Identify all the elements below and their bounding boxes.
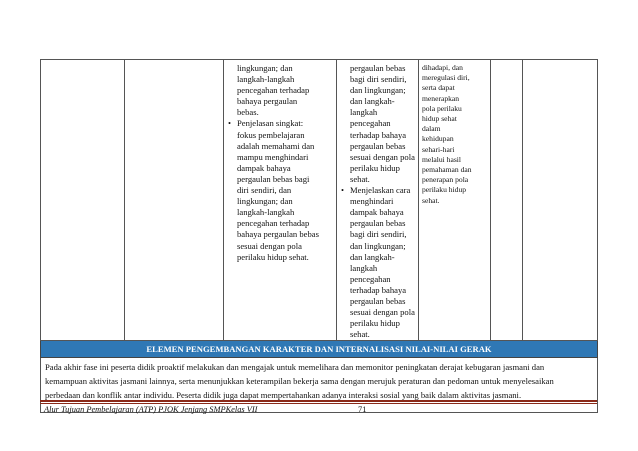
text-line-content: bahaya pergaulan bebas bbox=[237, 229, 319, 240]
text-line bbox=[342, 185, 415, 196]
text-line bbox=[342, 96, 415, 107]
text-line bbox=[342, 218, 415, 229]
text-line-content: perilaku hidup bbox=[422, 185, 467, 195]
text-line bbox=[422, 124, 488, 134]
text-line-content: dan langkah- bbox=[350, 96, 395, 107]
text-line bbox=[422, 73, 488, 83]
text-line-content: dan lingkungan; bbox=[350, 85, 406, 96]
text-line-content: sesuai dengan pola bbox=[237, 240, 302, 251]
text-line-content: perilaku hidup bbox=[350, 318, 400, 329]
text-line-content: sesuai dengan pola bbox=[350, 151, 415, 162]
section-heading: ELEMEN PENGEMBANGAN KARAKTER DAN INTERNALISASI NILAI-NILAI GERAK bbox=[41, 341, 598, 358]
text-line-content: bebas. bbox=[237, 107, 259, 118]
text-line-content: pencegahan terhadap bbox=[237, 85, 310, 96]
text-line bbox=[342, 163, 415, 174]
text-line-content: lingkungan; dan bbox=[237, 196, 293, 207]
text-line bbox=[342, 130, 415, 141]
text-line bbox=[229, 74, 333, 85]
text-line bbox=[342, 63, 415, 74]
table-cell-empty-1 bbox=[41, 60, 125, 341]
text-line bbox=[342, 152, 415, 163]
text-line bbox=[229, 141, 333, 152]
text-line-content: pergaulan bebas bbox=[350, 218, 406, 229]
text-line-content: terhadap bahaya bbox=[350, 284, 407, 295]
text-line bbox=[342, 263, 415, 274]
text-line-content: dampak bahaya bbox=[237, 162, 291, 173]
table-cell-empty-7 bbox=[523, 60, 598, 341]
text-line bbox=[342, 252, 415, 263]
text-line bbox=[229, 85, 333, 96]
bullet-icon: • bbox=[228, 118, 232, 129]
text-line-content: sehari-hari bbox=[422, 144, 455, 154]
text-line-content: diri sendiri, dan bbox=[237, 185, 292, 196]
objectives-text bbox=[342, 63, 415, 340]
text-line bbox=[229, 218, 333, 229]
text-line bbox=[229, 207, 333, 218]
text-line bbox=[229, 152, 333, 163]
table-cell-learning-flow bbox=[224, 60, 337, 341]
text-line-content: menerapkan bbox=[422, 93, 460, 103]
text-line-content: langkah-langkah bbox=[237, 207, 295, 218]
text-line bbox=[342, 329, 415, 340]
text-line-content: dan lingkungan; bbox=[350, 240, 406, 251]
text-line bbox=[422, 104, 488, 114]
text-line-content: terhadap bahaya bbox=[350, 129, 407, 140]
text-line-content: dan langkah- bbox=[350, 251, 395, 262]
text-line bbox=[342, 74, 415, 85]
text-line bbox=[342, 241, 415, 252]
text-line-content: menghindari bbox=[350, 196, 394, 207]
text-line bbox=[229, 196, 333, 207]
text-line-content: perilaku hidup sehat. bbox=[237, 251, 309, 262]
text-line-content: meregulasi diri, bbox=[422, 73, 470, 83]
text-line-content: bahaya pergaulan bbox=[237, 96, 298, 107]
text-line-content: fokus pembelajaran bbox=[237, 129, 305, 140]
text-line bbox=[422, 145, 488, 155]
text-line-content: langkah bbox=[350, 262, 378, 273]
text-line-content: pola perilaku bbox=[422, 103, 462, 113]
text-line-content: hidup sehat bbox=[422, 114, 457, 124]
text-line bbox=[342, 141, 415, 152]
text-line bbox=[342, 318, 415, 329]
text-line-content: langkah-langkah bbox=[237, 74, 295, 85]
text-line bbox=[422, 196, 488, 206]
text-line bbox=[342, 107, 415, 118]
text-line bbox=[229, 163, 333, 174]
text-line bbox=[229, 252, 333, 263]
bullet-icon: • bbox=[341, 185, 345, 196]
text-line-content: dihadapi, dan bbox=[422, 63, 463, 72]
paragraph-line: perbedaan dan konflik antar individu. Peserta didik juga dapat mempertahankan adanya interaksi sosial yang baik dalam aktivitas jasmani. bbox=[45, 390, 522, 401]
footer-rule-thin bbox=[40, 403, 597, 404]
text-line-content: pemahaman dan bbox=[422, 165, 472, 175]
text-line bbox=[342, 207, 415, 218]
table-cell-empty-2 bbox=[125, 60, 224, 341]
text-line-content: pencegahan bbox=[350, 273, 391, 284]
text-line-content: sesuai dengan pola bbox=[350, 307, 415, 318]
text-line bbox=[422, 114, 488, 124]
text-line-content: pergaulan bebas bagi bbox=[237, 173, 310, 184]
text-line bbox=[229, 174, 333, 185]
text-line-content: kehidupan bbox=[422, 134, 454, 144]
text-line-content: bagi diri sendiri, bbox=[350, 74, 407, 85]
text-line-content: pencegahan bbox=[350, 118, 391, 129]
text-line bbox=[342, 229, 415, 240]
text-line bbox=[422, 134, 488, 144]
text-line-content: mampu menghindari bbox=[237, 151, 309, 162]
text-line bbox=[342, 196, 415, 207]
text-line-content: melalui hasil bbox=[422, 154, 462, 164]
text-line-content: sehat. bbox=[422, 195, 440, 205]
text-line bbox=[422, 155, 488, 165]
section-paragraph-text bbox=[45, 360, 593, 402]
text-line bbox=[342, 296, 415, 307]
text-line-content: pergaulan bebas bbox=[350, 140, 406, 151]
content-row bbox=[41, 60, 598, 341]
text-line bbox=[422, 165, 488, 175]
text-line bbox=[229, 130, 333, 141]
text-line bbox=[342, 118, 415, 129]
text-line-content: serta dapat bbox=[422, 83, 455, 93]
footer-rule-thick bbox=[40, 400, 597, 402]
text-line-content: sehat. bbox=[350, 329, 370, 340]
text-line bbox=[422, 185, 488, 195]
table-cell-profile bbox=[419, 60, 491, 341]
text-line bbox=[229, 229, 333, 240]
text-line bbox=[342, 174, 415, 185]
text-line-content: pergaulan bebas bbox=[350, 295, 406, 306]
text-line bbox=[422, 94, 488, 104]
text-line bbox=[229, 63, 333, 74]
text-line-content: penerapan pola bbox=[422, 175, 469, 185]
paragraph-line: kemampuan aktivitas jasmani lainnya, serta menunjukkan keterampilan bekerja sama dengan merujuk peraturan dan pedoman untuk menyelesaikan bbox=[45, 376, 554, 387]
page-number: 71 bbox=[358, 405, 367, 414]
atp-table bbox=[40, 59, 598, 413]
text-line-content: pencegahan terhadap bbox=[237, 218, 310, 229]
paragraph-line: Pada akhir fase ini peserta didik proaktif melakukan dan mengajak untuk memelihara dan memonitor peningkatan derajat kebugaran jasmani dan bbox=[45, 362, 545, 373]
text-line-content: langkah bbox=[350, 107, 378, 118]
text-line-content: sehat. bbox=[350, 173, 370, 184]
text-line-content: lingkungan; dan bbox=[237, 63, 293, 73]
section-header-row bbox=[41, 341, 598, 358]
text-line bbox=[229, 107, 333, 118]
text-line-content: Menjelaskan cara bbox=[350, 185, 411, 196]
text-line bbox=[422, 175, 488, 185]
text-line-content: dalam bbox=[422, 124, 441, 134]
text-line-content: bagi diri sendiri, bbox=[350, 229, 407, 240]
text-line-content: adalah memahami dan bbox=[237, 140, 315, 151]
text-line bbox=[229, 96, 333, 107]
text-line-content: Penjelasan singkat: bbox=[237, 118, 304, 129]
text-line bbox=[422, 83, 488, 93]
text-line bbox=[422, 63, 488, 73]
footer-title: Alur Tujuan Pembelajaran (ATP) PJOK Jenjang SMPKelas VII bbox=[44, 405, 258, 414]
table-cell-objectives bbox=[337, 60, 419, 341]
text-line-content: dampak bahaya bbox=[350, 207, 404, 218]
text-line-content: perilaku hidup bbox=[350, 162, 400, 173]
text-line bbox=[229, 118, 333, 129]
text-line bbox=[229, 241, 333, 252]
learning-flow-text bbox=[229, 63, 333, 263]
text-line bbox=[342, 285, 415, 296]
text-line bbox=[342, 307, 415, 318]
text-line bbox=[342, 85, 415, 96]
table-cell-empty-6 bbox=[491, 60, 523, 341]
text-line-content: pergaulan bebas bbox=[350, 63, 406, 73]
profile-text bbox=[422, 63, 488, 206]
text-line bbox=[229, 185, 333, 196]
text-line bbox=[342, 274, 415, 285]
